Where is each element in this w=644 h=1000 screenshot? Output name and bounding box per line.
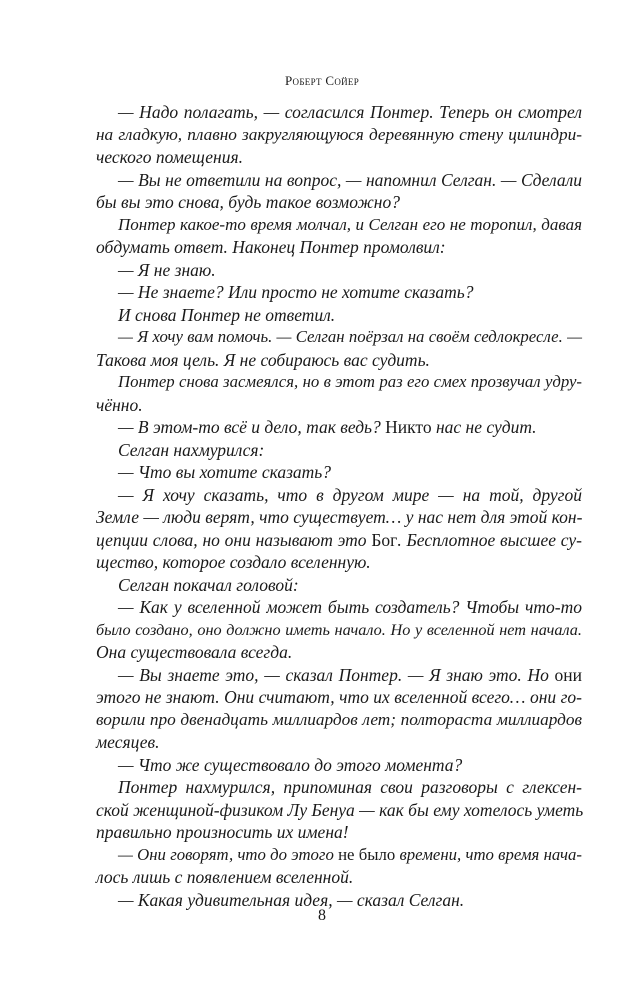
line-text: было создано, оно должно иметь начало. Но у вселенной нет начала. (96, 620, 582, 639)
line-text: времени, что время нача- (395, 844, 582, 864)
text-line (96, 754, 582, 777)
text-line (96, 709, 582, 732)
line-text: — Какая удивительная идея, — сказал Селган. (118, 889, 465, 910)
line-text: этого не знают. Они считают, что их вселенной всего… они го- (96, 687, 582, 707)
text-line (96, 304, 582, 327)
line-text: чённо. (96, 394, 143, 415)
emphasis-text: не было (338, 844, 396, 864)
text-line (96, 619, 582, 642)
line-text: Селган покачал головой: (118, 574, 299, 595)
line-text: щество, которое создало вселенную. (96, 552, 371, 572)
text-line (96, 394, 582, 417)
line-text: — Вы знаете это, — сказал Понтер. — Я знаю это. Но (118, 664, 555, 685)
emphasis-text: они (554, 664, 582, 685)
line-text: Понтер какое-то время молчал, и Селган его не торопил, давая (118, 214, 582, 234)
line-text: . Бесплотное высшее су- (397, 529, 583, 550)
text-line (96, 664, 582, 687)
text-line (96, 371, 582, 394)
text-line (96, 281, 582, 304)
text-line (96, 551, 582, 574)
text-line (96, 821, 582, 844)
line-text: Земле — люди верят, что существует… у нас нет для этой кон- (96, 507, 583, 527)
text-line (96, 349, 582, 372)
text-line (96, 259, 582, 282)
emphasis-text: Никто (385, 417, 432, 437)
text-line (96, 731, 582, 754)
text-line (96, 101, 582, 124)
text-line (96, 169, 582, 192)
text-line (96, 191, 582, 214)
text-line (96, 124, 582, 147)
text-line (96, 844, 582, 867)
line-text: — Надо полагать, — согласился Понтер. Теперь он смотрел (118, 102, 582, 122)
line-text: — Вы не ответили на вопрос, — напомнил Селган. — Сделали (118, 169, 582, 190)
line-text: — Не знаете? Или просто не хотите сказать? (118, 282, 474, 302)
line-text: нас не судит. (431, 417, 537, 437)
text-line (96, 574, 582, 597)
text-line (96, 641, 582, 664)
line-text: ской женщиной-физиком Лу Бенуа — как бы ему хотелось уметь (96, 799, 584, 820)
line-text: — Они говорят, что до этого (118, 844, 339, 864)
line-text: правильно произносить их имена! (96, 822, 349, 842)
line-text: обдумать ответ. Наконец Понтер промолвил: (96, 237, 446, 257)
line-text: месяцев. (96, 732, 160, 752)
line-text: Понтер нахмурился, припоминая свои разговоры с глексен- (118, 777, 582, 797)
line-text: И снова Понтер не ответил. (118, 304, 336, 325)
line-text: на гладкую, плавно закругляющуюся деревянную стену цилиндри- (96, 124, 582, 144)
text-line (96, 596, 582, 619)
page-number: 8 (318, 907, 326, 924)
line-text: — Я не знаю. (118, 259, 216, 280)
line-text: — Как у вселенной может быть создатель? Чтобы что-то (118, 597, 582, 617)
line-text: — В этом-то всё и дело, так ведь? (118, 417, 386, 437)
line-text: Такова моя цель. Я не собираюсь вас судить. (96, 349, 430, 370)
text-line (96, 776, 582, 799)
line-text: ческого помещения. (96, 147, 243, 167)
text-line (96, 439, 582, 462)
line-text: Селган нахмурился: (118, 439, 265, 460)
line-text: — Я хочу вам помочь. — Селган поёрзал на своём седлокресле. — (118, 327, 582, 346)
text-line (96, 506, 582, 529)
line-text: ворили про двенадцать миллиардов лет; полтораста миллиардов (96, 709, 582, 729)
emphasis-text: Бог (371, 529, 398, 550)
body-text (96, 101, 582, 911)
text-line (96, 799, 582, 822)
line-text: бы вы это снова, будь такое возможно? (96, 192, 400, 212)
text-line (96, 529, 582, 552)
text-line (96, 326, 582, 349)
text-line (96, 461, 582, 484)
line-text: цепции слова, но они называют это (96, 529, 372, 550)
text-line (96, 236, 582, 259)
line-text: — Что вы хотите сказать? (118, 462, 332, 482)
line-text: лось лишь с появлением вселенной. (96, 867, 354, 887)
running-head: Роберт Сойер (284, 73, 360, 88)
line-text: — Что же существовало до этого момента? (118, 754, 463, 775)
text-line (96, 686, 582, 709)
line-text: Понтер снова засмеялся, но в этот раз его смех прозвучал удру- (118, 372, 582, 391)
line-text: Она существовала всегда. (96, 642, 293, 662)
text-line (96, 416, 582, 439)
text-line (96, 146, 582, 169)
text-line (96, 866, 582, 889)
line-text: — Я хочу сказать, что в другом мире — на той, другой (118, 484, 582, 505)
text-line (96, 484, 582, 507)
text-line (96, 214, 582, 237)
